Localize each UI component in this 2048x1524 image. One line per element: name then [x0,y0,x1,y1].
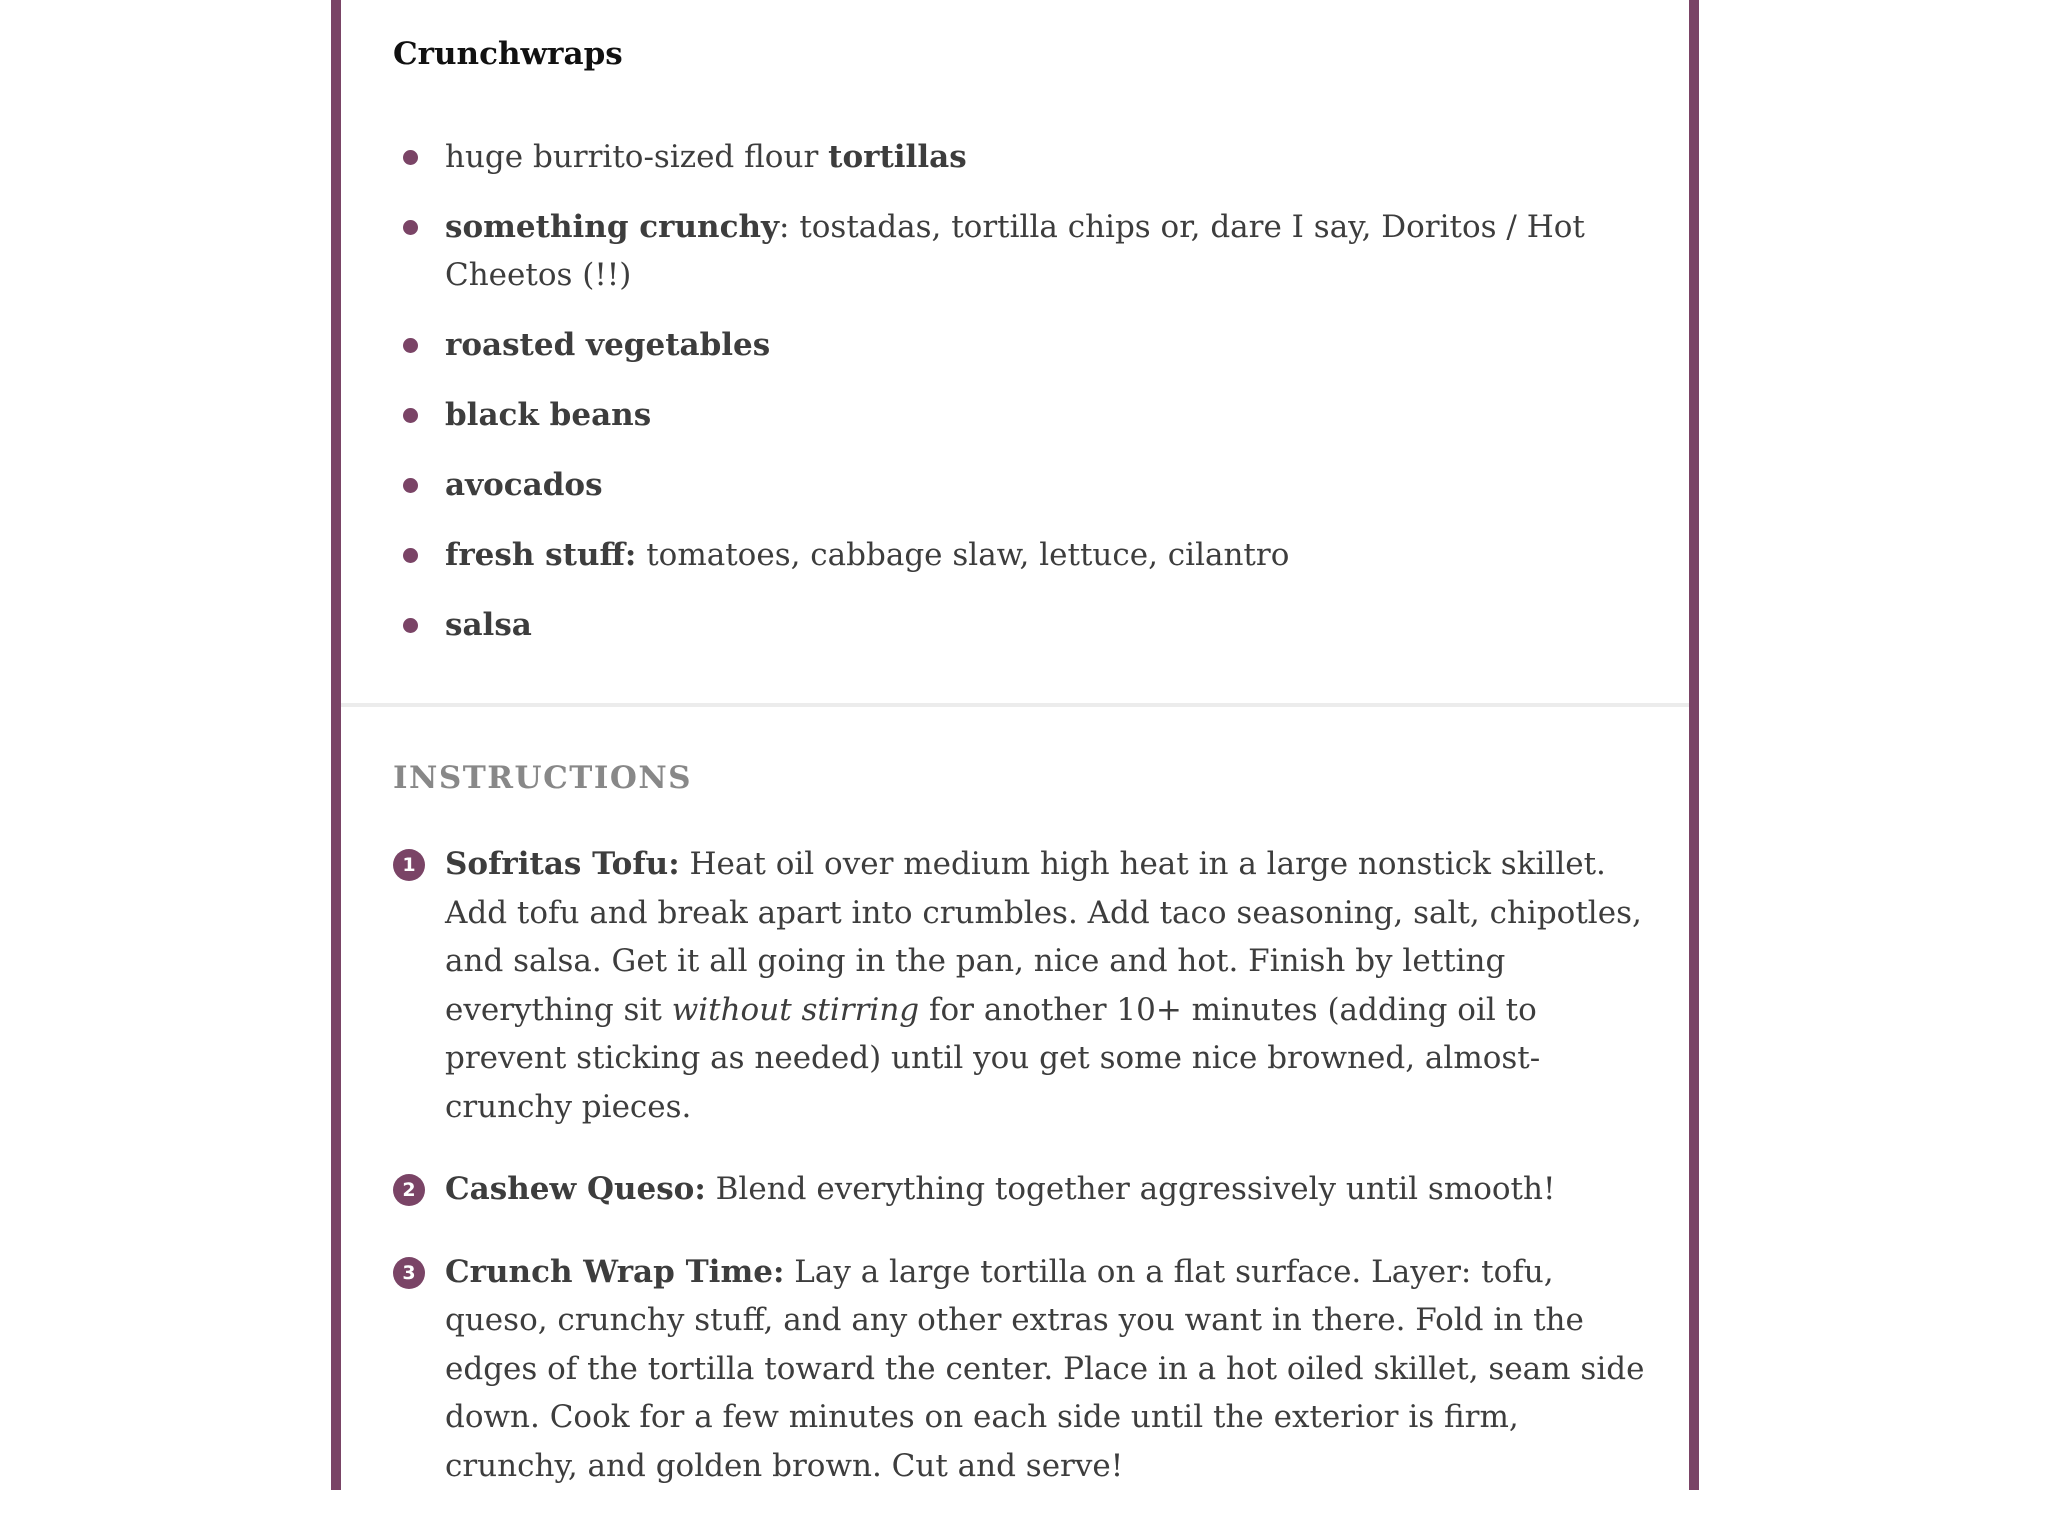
instruction-step: 1 Sofritas Tofu: Heat oil over medium high heat in a large nonstick skillet. Add tofu and break apart into crumbles. Add taco seasoning, salt, chipotles, and salsa. Get it all going in the pan, nice and hot. Finish by letting everything sit without stirring for another 10+ minutes (adding oil to prevent sticking as needed) until you get some nice browned, almost-crunchy pieces. [393,840,1653,1131]
ingredient-item: black beans [393,391,1653,439]
recipe-card [331,0,1699,1490]
bullet-icon [403,478,418,493]
step-number-badge: 2 [393,1174,425,1206]
instruction-step: 2 Cashew Queso: Blend everything together aggressively until smooth! [393,1165,1653,1214]
step-number-badge: 1 [393,849,425,881]
step-label: Cashew Queso: [445,1171,706,1207]
instruction-list [393,840,1653,1524]
ingredient-item: salsa [393,601,1653,649]
bullet-icon [403,150,418,165]
instructions-heading: INSTRUCTIONS [393,760,693,796]
ingredient-item: something crunchy: tostadas, tortilla chips or, dare I say, Doritos / Hot Cheetos (!!) [393,203,1653,299]
ingredient-list [393,133,1653,671]
step-number-badge: 3 [393,1257,425,1289]
bullet-icon [403,408,418,423]
instruction-step: 3 Crunch Wrap Time: Lay a large tortilla on a flat surface. Layer: tofu, queso, crunchy stuff, and any other extras you want in there. Fold in the edges of the tortilla toward the center. Place in a hot oiled skillet, seam side down. Cook for a few minutes on each side until the exterior is firm, crunchy, and golden brown. Cut and serve! [393,1248,1653,1491]
ingredient-item: fresh stuff: tomatoes, cabbage slaw, lettuce, cilantro [393,531,1653,579]
bullet-icon [403,338,418,353]
ingredient-item: roasted vegetables [393,321,1653,369]
bullet-icon [403,220,418,235]
section-divider [341,703,1689,707]
ingredient-item: avocados [393,461,1653,509]
ingredients-heading: Crunchwraps [393,36,623,72]
ingredient-item: huge burrito-sized flour tortillas [393,133,1653,181]
bullet-icon [403,618,418,633]
step-label: Crunch Wrap Time: [445,1253,785,1290]
step-label: Sofritas Tofu: [445,846,680,882]
bullet-icon [403,548,418,563]
